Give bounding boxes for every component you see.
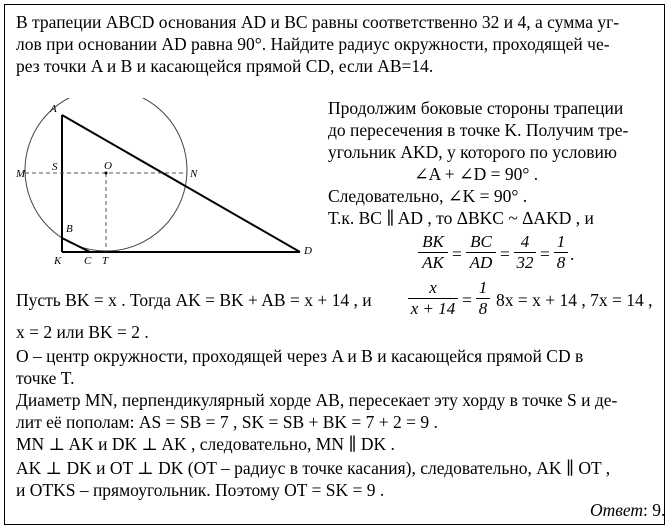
solution-line-5: Диаметр MN, перпендикулярный хорде AB, пересекает эту хорду в точке S и де- — [16, 390, 618, 410]
solution-line-3: O – центр окружности, проходящей через A и B и касающейся прямой CD в — [16, 346, 584, 366]
label-B: B — [66, 223, 73, 235]
fraction-bc-ad: $\frac{BC}{AD}$ — [466, 232, 496, 273]
solution-line-1a: Пусть BK = x . Тогда AK = BK + AB = x + 14 , и — [16, 290, 372, 310]
right-line-1: Продолжим боковые стороны трапеции — [328, 98, 624, 118]
fraction-1-8: $\frac{1}{8}$ — [554, 232, 568, 273]
answer-value: : 9. — [643, 500, 666, 520]
label-O: O — [104, 160, 112, 172]
fraction-1-8-b: $\frac{1}{8}$ — [476, 278, 490, 319]
problem-line-3: рез точки A и B и касающейся прямой CD, если AB=14. — [16, 56, 434, 76]
label-S: S — [52, 161, 58, 173]
fraction-4-32: $\frac{4}{32}$ — [514, 232, 536, 273]
problem-line-1: В трапеции ABCD основания AD и BC равны соответственно 32 и 4, а сумма уг- — [16, 12, 620, 32]
right-line-6: Т.к. BC ∥ AD , то ΔBKC ~ ΔAKD , и — [328, 208, 594, 228]
label-M: M — [16, 168, 26, 180]
label-D: D — [304, 245, 312, 257]
side-BC — [62, 238, 90, 252]
solution-line-1b: 8x = x + 14 , 7x = 14 , — [496, 290, 653, 310]
fraction-x-x14: $\frac{x}{x + 14}$ — [408, 278, 458, 319]
right-line-4: ∠A + ∠D = 90° . — [414, 164, 539, 184]
problem-line-2: лов при основании AD равна 90°. Найдите радиус окружности, проходящей че- — [16, 34, 610, 54]
solution-line-2: x = 2 или BK = 2 . — [16, 322, 149, 342]
equals-2: = — [500, 244, 510, 264]
solution-line-4: точке T. — [16, 368, 75, 388]
solution-line-6: лит её пополам: AS = SB = 7 , SK = SB + BK = 7 + 2 = 9 . — [16, 412, 438, 432]
label-C: C — [84, 255, 92, 267]
equals-4: = — [462, 290, 472, 310]
label-K: K — [54, 255, 62, 267]
right-line-2: до пересечения в точке K. Получим тре- — [328, 120, 629, 140]
solution-line-9: и OTKS – прямоугольник. Поэтому OT = SK = 9 . — [16, 480, 385, 500]
period: . — [570, 244, 575, 264]
fraction-bk-ak: $\frac{BK}{AK}$ — [418, 232, 448, 273]
right-line-3: угольник AKD, у которого по условию — [328, 142, 617, 162]
solution-line-8: AK ⊥ DK и OT ⊥ DK (OT – радиус в точке касания), следовательно, AK ∥ OT , — [16, 458, 611, 478]
side-AD — [62, 115, 300, 252]
answer — [590, 500, 665, 520]
answer-label: Ответ — [590, 500, 644, 520]
solution-line-7: MN ⊥ AK и DK ⊥ AK , следовательно, MN ∥ DK . — [16, 434, 395, 454]
equals-1: = — [452, 244, 462, 264]
trapezoid-figure — [14, 98, 320, 268]
label-N: N — [190, 168, 198, 180]
equals-3: = — [540, 244, 550, 264]
right-line-5: Следовательно, ∠K = 90° . — [328, 186, 528, 206]
label-A: A — [50, 103, 57, 115]
label-T: T — [102, 255, 109, 267]
